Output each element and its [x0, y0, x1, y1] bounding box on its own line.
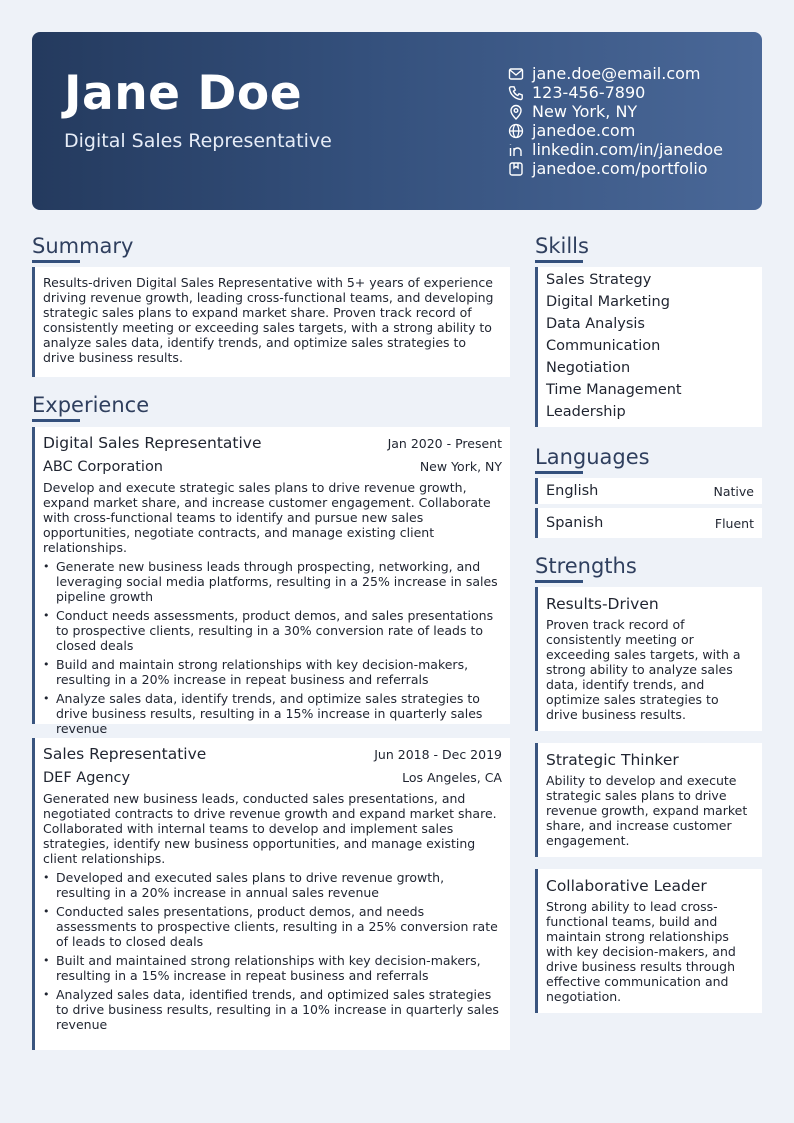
job-title: Sales Representative [43, 745, 207, 763]
skill-item: Negotiation [546, 360, 631, 376]
skills-title: Skills [535, 234, 589, 258]
language-item-spanish [535, 508, 762, 538]
job-bullets [35, 559, 510, 736]
list-item: • Generate new business leads through prospecting, networking, and leveraging social media platforms, resulting in a 25% increase in sales pipeline growth [43, 559, 502, 604]
job-company: DEF Agency [43, 770, 131, 786]
list-item: • Analyze sales data, identify trends, and optimize sales strategies to drive business results, resulting in a 15% increase in quarterly sales revenue [43, 691, 502, 736]
skills-underline [535, 260, 583, 263]
portfolio-icon [508, 161, 524, 177]
skill-item: Leadership [546, 404, 626, 420]
linkedin-icon [508, 142, 524, 158]
contact-list [508, 64, 723, 178]
mail-icon [508, 66, 524, 82]
skill-item: Data Analysis [546, 316, 645, 332]
skill-item: Time Management [546, 382, 682, 398]
languages-underline [535, 471, 583, 474]
summary-card [32, 267, 510, 377]
language-name: Spanish [546, 515, 604, 531]
job-description: Develop and execute strategic sales plans to drive revenue growth, expand market share, and increase customer engagement. Collaborate with cross-functional teams to identify and pursue new sales opportunities, negotiate contracts, and manage existing client relationships. [43, 480, 491, 555]
list-item: • Developed and executed sales plans to drive revenue growth, resulting in a 20% increase in annual sales revenue [43, 870, 502, 900]
strength-text: Ability to develop and execute strategic sales plans to drive revenue growth, expand market share, and increase customer engagement. [546, 773, 748, 848]
location-pin-icon [508, 104, 524, 120]
list-item: • Conduct needs assessments, product demos, and sales presentations to prospective clients, resulting in a 30% conversion rate of leads to closed deals [43, 608, 502, 653]
candidate-name: Jane Doe [64, 66, 303, 121]
contact-location-text: New York, NY [532, 102, 638, 121]
language-level: Fluent [714, 515, 754, 531]
experience-title: Experience [32, 393, 150, 417]
job-company: ABC Corporation [43, 459, 164, 475]
skill-item: Sales Strategy [546, 272, 652, 288]
strengths-underline [535, 580, 583, 583]
list-item: • Built and maintained strong relationships with key decision-makers, resulting in a 15% increase in repeat business and referrals [43, 953, 502, 983]
contact-portfolio[interactable] [508, 159, 723, 178]
contact-website-text: janedoe.com [532, 121, 636, 140]
job-date: Jun 2018 - Dec 2019 [374, 747, 502, 762]
contact-email[interactable] [508, 64, 723, 83]
skills-card [535, 267, 762, 427]
strength-card-3 [535, 869, 762, 1013]
list-item: • Build and maintain strong relationships with key decision-makers, resulting in a 20% increase in repeat business and referrals [43, 657, 502, 687]
strength-text: Strong ability to lead cross-functional teams, build and maintain strong relationships with key decision-makers, and drive business results through effective communication and negotiation. [546, 899, 736, 1004]
summary-title: Summary [32, 234, 134, 258]
job-location: Los Angeles, CA [402, 770, 502, 785]
job-description: Generated new business leads, conducted sales presentations, and negotiated contracts to drive revenue growth and expand market share. Collaborated with internal teams to develop and implement sales strategies, identify new business opportunities, and manage existing client relationships. [43, 791, 497, 866]
strengths-title: Strengths [535, 554, 637, 578]
languages-title: Languages [535, 445, 650, 469]
experience-underline [32, 419, 80, 422]
contact-website[interactable] [508, 121, 723, 140]
strength-card-2 [535, 743, 762, 857]
language-item-english [535, 478, 762, 504]
job-bullets [35, 870, 510, 1032]
contact-linkedin[interactable] [508, 140, 723, 159]
language-level: Native [713, 483, 754, 499]
contact-portfolio-text: janedoe.com/portfolio [532, 159, 708, 178]
language-name: English [546, 483, 599, 499]
strength-title: Collaborative Leader [546, 877, 707, 895]
globe-icon [508, 123, 524, 139]
contact-linkedin-text: linkedin.com/in/janedoe [532, 140, 723, 159]
phone-icon [508, 85, 524, 101]
contact-email-text: jane.doe@email.com [532, 64, 701, 83]
resume-header [32, 32, 762, 210]
job-date: Jan 2020 - Present [387, 436, 502, 451]
job-title: Digital Sales Representative [43, 434, 262, 452]
job-card-2 [32, 738, 510, 1050]
contact-phone[interactable] [508, 83, 723, 102]
contact-location [508, 102, 723, 121]
job-card-1 [32, 427, 510, 736]
candidate-role: Digital Sales Representative [64, 130, 332, 152]
strength-text: Proven track record of consistently meeting or exceeding sales targets, with a strong ability to analyze sales data, identify trends, and optimize sales strategies to drive business results. [546, 617, 741, 722]
skill-item: Communication [546, 338, 661, 354]
summary-text: Results-driven Digital Sales Representative with 5+ years of experience driving revenue growth, leading cross-functional teams, and developing strategic sales plans to expand market share. Proven track record of consistently meeting or exceeding sales targets, with a strong ability to analyze sales data, identify trends, and optimize sales strategies to drive business results. [43, 275, 494, 365]
summary-underline [32, 260, 80, 263]
strength-title: Strategic Thinker [546, 751, 679, 769]
strength-title: Results-Driven [546, 595, 659, 613]
skill-item: Digital Marketing [546, 294, 670, 310]
list-item: • Conducted sales presentations, product demos, and needs assessments to prospective clients, resulting in a 25% conversion rate of leads to closed deals [43, 904, 502, 949]
job-location: New York, NY [419, 459, 502, 474]
contact-phone-text: 123-456-7890 [532, 83, 646, 102]
list-item: • Analyzed sales data, identified trends, and optimized sales strategies to drive business results, resulting in a 10% increase in quarterly sales revenue [43, 987, 502, 1032]
strength-card-1 [535, 587, 762, 731]
